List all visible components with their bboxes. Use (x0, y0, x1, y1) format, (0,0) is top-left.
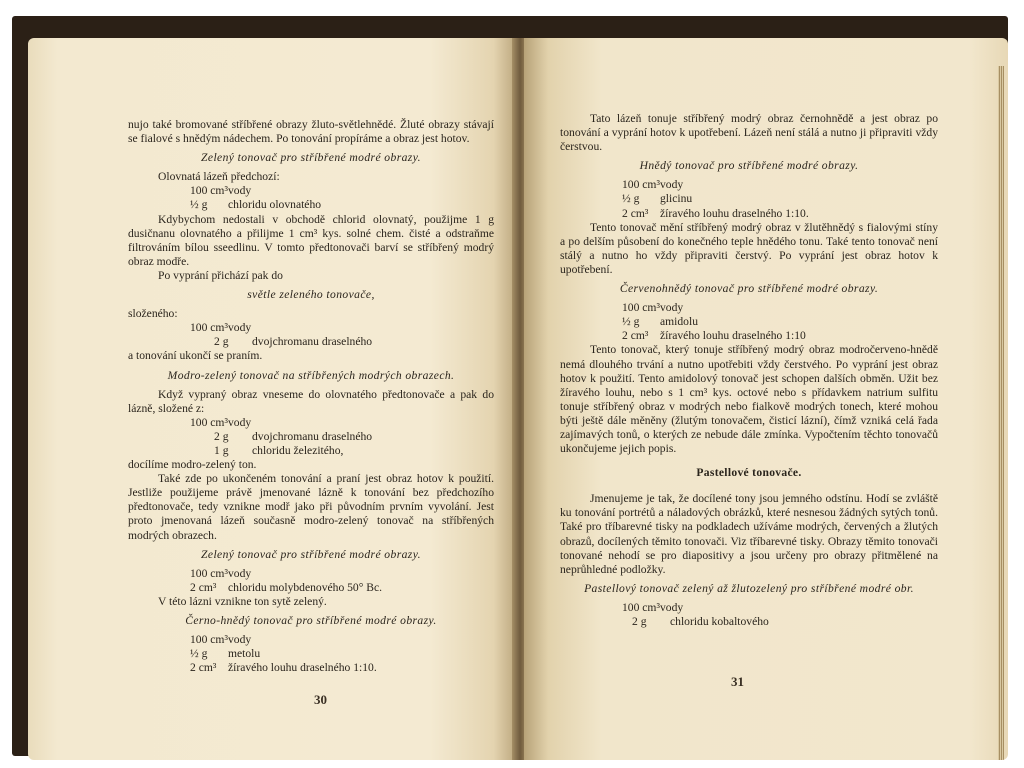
recipe-line (128, 581, 494, 595)
page-edge (998, 66, 1004, 760)
page-number: 30 (314, 692, 327, 707)
section-heading: Hnědý tonovač pro stříbřené modré obrazy. (639, 159, 859, 173)
ingredient: vody (660, 600, 684, 614)
recipe-line (128, 661, 494, 675)
paragraph: Také zde po ukončeném tonování a praní jest obraz hotov k použití. Jestliže použijeme právě jmenované lázně k tonování bez předchozího předtonovače, tedy vznikne modř jako při původním prvním vyvolání. Jest proto jmenovaná lázeň současně modro-zelený tonovač na stříbřených modrých obrazech. (128, 472, 494, 542)
recipe-line (560, 192, 938, 206)
ingredient: vody (660, 178, 684, 192)
open-book (12, 16, 1008, 756)
recipe-line (560, 615, 938, 629)
recipe-line (560, 178, 938, 192)
paragraph: a tonování ukončí se praním. (128, 349, 263, 363)
quantity: 100 cm³ (622, 600, 660, 614)
recipe-line (128, 567, 494, 581)
ingredient: vody (228, 184, 252, 198)
recipe-line (560, 207, 938, 221)
recipe-line (560, 301, 938, 315)
ingredient: metolu (228, 647, 261, 661)
section-heading: Pastellový tonovač zelený až žlutozelený pro stříbřené modré obr. (584, 581, 914, 595)
ingredient: glicinu (660, 192, 693, 206)
section-heading: Pastellové tonovače. (696, 466, 802, 480)
section-heading: Červenohnědý tonovač pro stříbřené modré obrazy. (619, 282, 879, 296)
left-page (28, 38, 518, 760)
recipe-line (128, 633, 494, 647)
recipe-line (560, 601, 938, 615)
paragraph: Tato lázeň tonuje stříbřený modrý obraz černohnědě a jest obraz po tonování a vyprání hotov k upotřebení. Lázeň není stálá a nutno ji připraviti vždy čerstvou. (560, 112, 938, 154)
ingredient: chloridu molybdenového 50° Bc. (228, 580, 383, 594)
section-heading: Zelený tonovač pro stříbřené modré obrazy. (201, 151, 421, 165)
quantity: ½ g (622, 192, 640, 206)
ingredient: chloridu železitého, (252, 443, 344, 457)
ingredient: amidolu (660, 315, 698, 329)
quantity: 100 cm³ (622, 178, 660, 192)
ingredient: dvojchromanu draselného (252, 335, 373, 349)
section-heading: Zelený tonovač pro stříbřené modré obrazy. (201, 547, 421, 561)
quantity: 100 cm³ (190, 633, 228, 647)
quantity: 2 g (214, 429, 229, 443)
ingredient: vody (660, 301, 684, 315)
paragraph: docílíme modro-zelený ton. (128, 458, 257, 472)
recipe-line (128, 444, 494, 458)
right-page-text (560, 112, 938, 629)
quantity: 100 cm³ (622, 301, 660, 315)
quantity: 2 g (214, 335, 229, 349)
ingredient: vody (228, 321, 252, 335)
ingredient: vody (228, 566, 252, 580)
section-heading: Černo-hnědý tonovač pro stříbřené modré obrazy. (185, 614, 437, 627)
quantity: 2 g (632, 615, 647, 628)
recipe-line (128, 416, 494, 430)
quantity: 2 cm³ (190, 580, 217, 594)
quantity: 2 cm³ (190, 661, 217, 675)
quantity: 100 cm³ (190, 321, 228, 335)
paragraph: Když vypraný obraz vneseme do olovnatého předtonovače a pak do lázně, složené z: (128, 387, 494, 415)
quantity: 100 cm³ (190, 415, 228, 429)
recipe-line (128, 321, 494, 335)
quantity: ½ g (190, 647, 208, 661)
paragraph: nujo také bromované stříbřené obrazy žluto-světlehnědé. Žluté obrazy stávají se fialové s hnědým nádechem. Po tonování propíráme a obraz jest hotov. (128, 118, 494, 146)
quantity: ½ g (190, 198, 208, 212)
ingredient: žíravého louhu draselného 1:10. (660, 206, 809, 220)
recipe-intro: Olovnatá lázeň předchozí: (158, 170, 280, 184)
recipe-line (128, 647, 494, 661)
paragraph: Po vyprání přichází pak do (158, 268, 283, 282)
quantity: ½ g (622, 315, 640, 329)
recipe-line (560, 315, 938, 329)
ingredient: chloridu kobaltového (670, 615, 769, 628)
paragraph: Tento tonovač, který tonuje stříbřený modrý obraz modročerveno-hnědě nemá dlouhého trvání a nutno upotřebiti vždy čerstvého. Po vyprání jest obraz hotov k použití. Tento amidolový tonovač jest schopen dalších obměn. Užit bez žíravého louhu, nebo s 1 cm³ kys. octové nebo s přídavkem natrium sulfitu tonuje stříbřený obraz v modrých nebo fialkově modrých tonech, které mohou býti ještě dále měněny (žlutým tonovačem, čisticí lázní), čímž vzniká celá řada zajímavých tonů, o kterých ze nebude dále zmínka. Vypočtením těchto tonovačů ukončujeme jejich popis. (560, 343, 938, 456)
quantity: 100 cm³ (190, 566, 228, 580)
ingredient: vody (228, 633, 252, 647)
quantity: 2 cm³ (622, 206, 649, 220)
ingredient: dvojchromanu draselného (252, 429, 373, 443)
ingredient: žíravého louhu draselného 1:10. (228, 661, 377, 675)
quantity: 2 cm³ (622, 329, 649, 343)
recipe-line (128, 184, 494, 198)
left-page-text (128, 118, 494, 675)
recipe-line (128, 430, 494, 444)
right-page (524, 38, 1008, 760)
paragraph: Tento tonovač mění stříbřený modrý obraz v žlutěhnědý s fialovými stíny a po delším působení do konečného teple hnědého tonu. Také tento tonovač není stálý a nutno ho vždy připraviti čerstvý. Po vyprání jest obraz hotov k upotřebení. (560, 220, 938, 276)
section-heading: Modro-zelený tonovač na stříbřených modrých obrazech. (167, 368, 455, 382)
ingredient: žíravého louhu draselného 1:10 (660, 329, 806, 343)
recipe-line (128, 198, 494, 212)
section-heading: světle zeleného tonovače, (247, 288, 375, 302)
paragraph: složeného: (128, 307, 178, 321)
ingredient: chloridu olovnatého (228, 198, 322, 212)
quantity: 100 cm³ (190, 184, 228, 198)
paragraph: V této lázni vznikne ton sytě zelený. (158, 594, 327, 608)
recipe-line (128, 335, 494, 349)
paragraph: Kdybychom nedostali v obchodě chlorid olovnatý, použijme 1 g dusičnanu olovnatého a přilijme 1 cm³ kys. solné chem. čisté a odstraňme filtrováním bílou sseedlinu. V tomto předtonovači barví se stříbřený modrý obraz modře. (128, 212, 494, 268)
page-number: 31 (731, 674, 744, 689)
paragraph: Jmenujeme je tak, že docílené tony jsou jemného odstínu. Hodí se zvláště ku tonování portrétů a náladových obrázků, které nesnesou žádných sytých tonů. Také pro tříbarevné tisky na podkladech užíváme modrých, červených a žlutých obrazů, docílených těmito tonovači. Viz tříbarevné tisky. Obrazy těmito tonovači tonované nehodí se pro diapositivy a jsou určeny pro obrazy přitmělené na neprůhledné podložky. (560, 492, 938, 576)
quantity: 1 g (214, 443, 229, 457)
ingredient: vody (228, 415, 252, 429)
recipe-line (560, 329, 938, 343)
